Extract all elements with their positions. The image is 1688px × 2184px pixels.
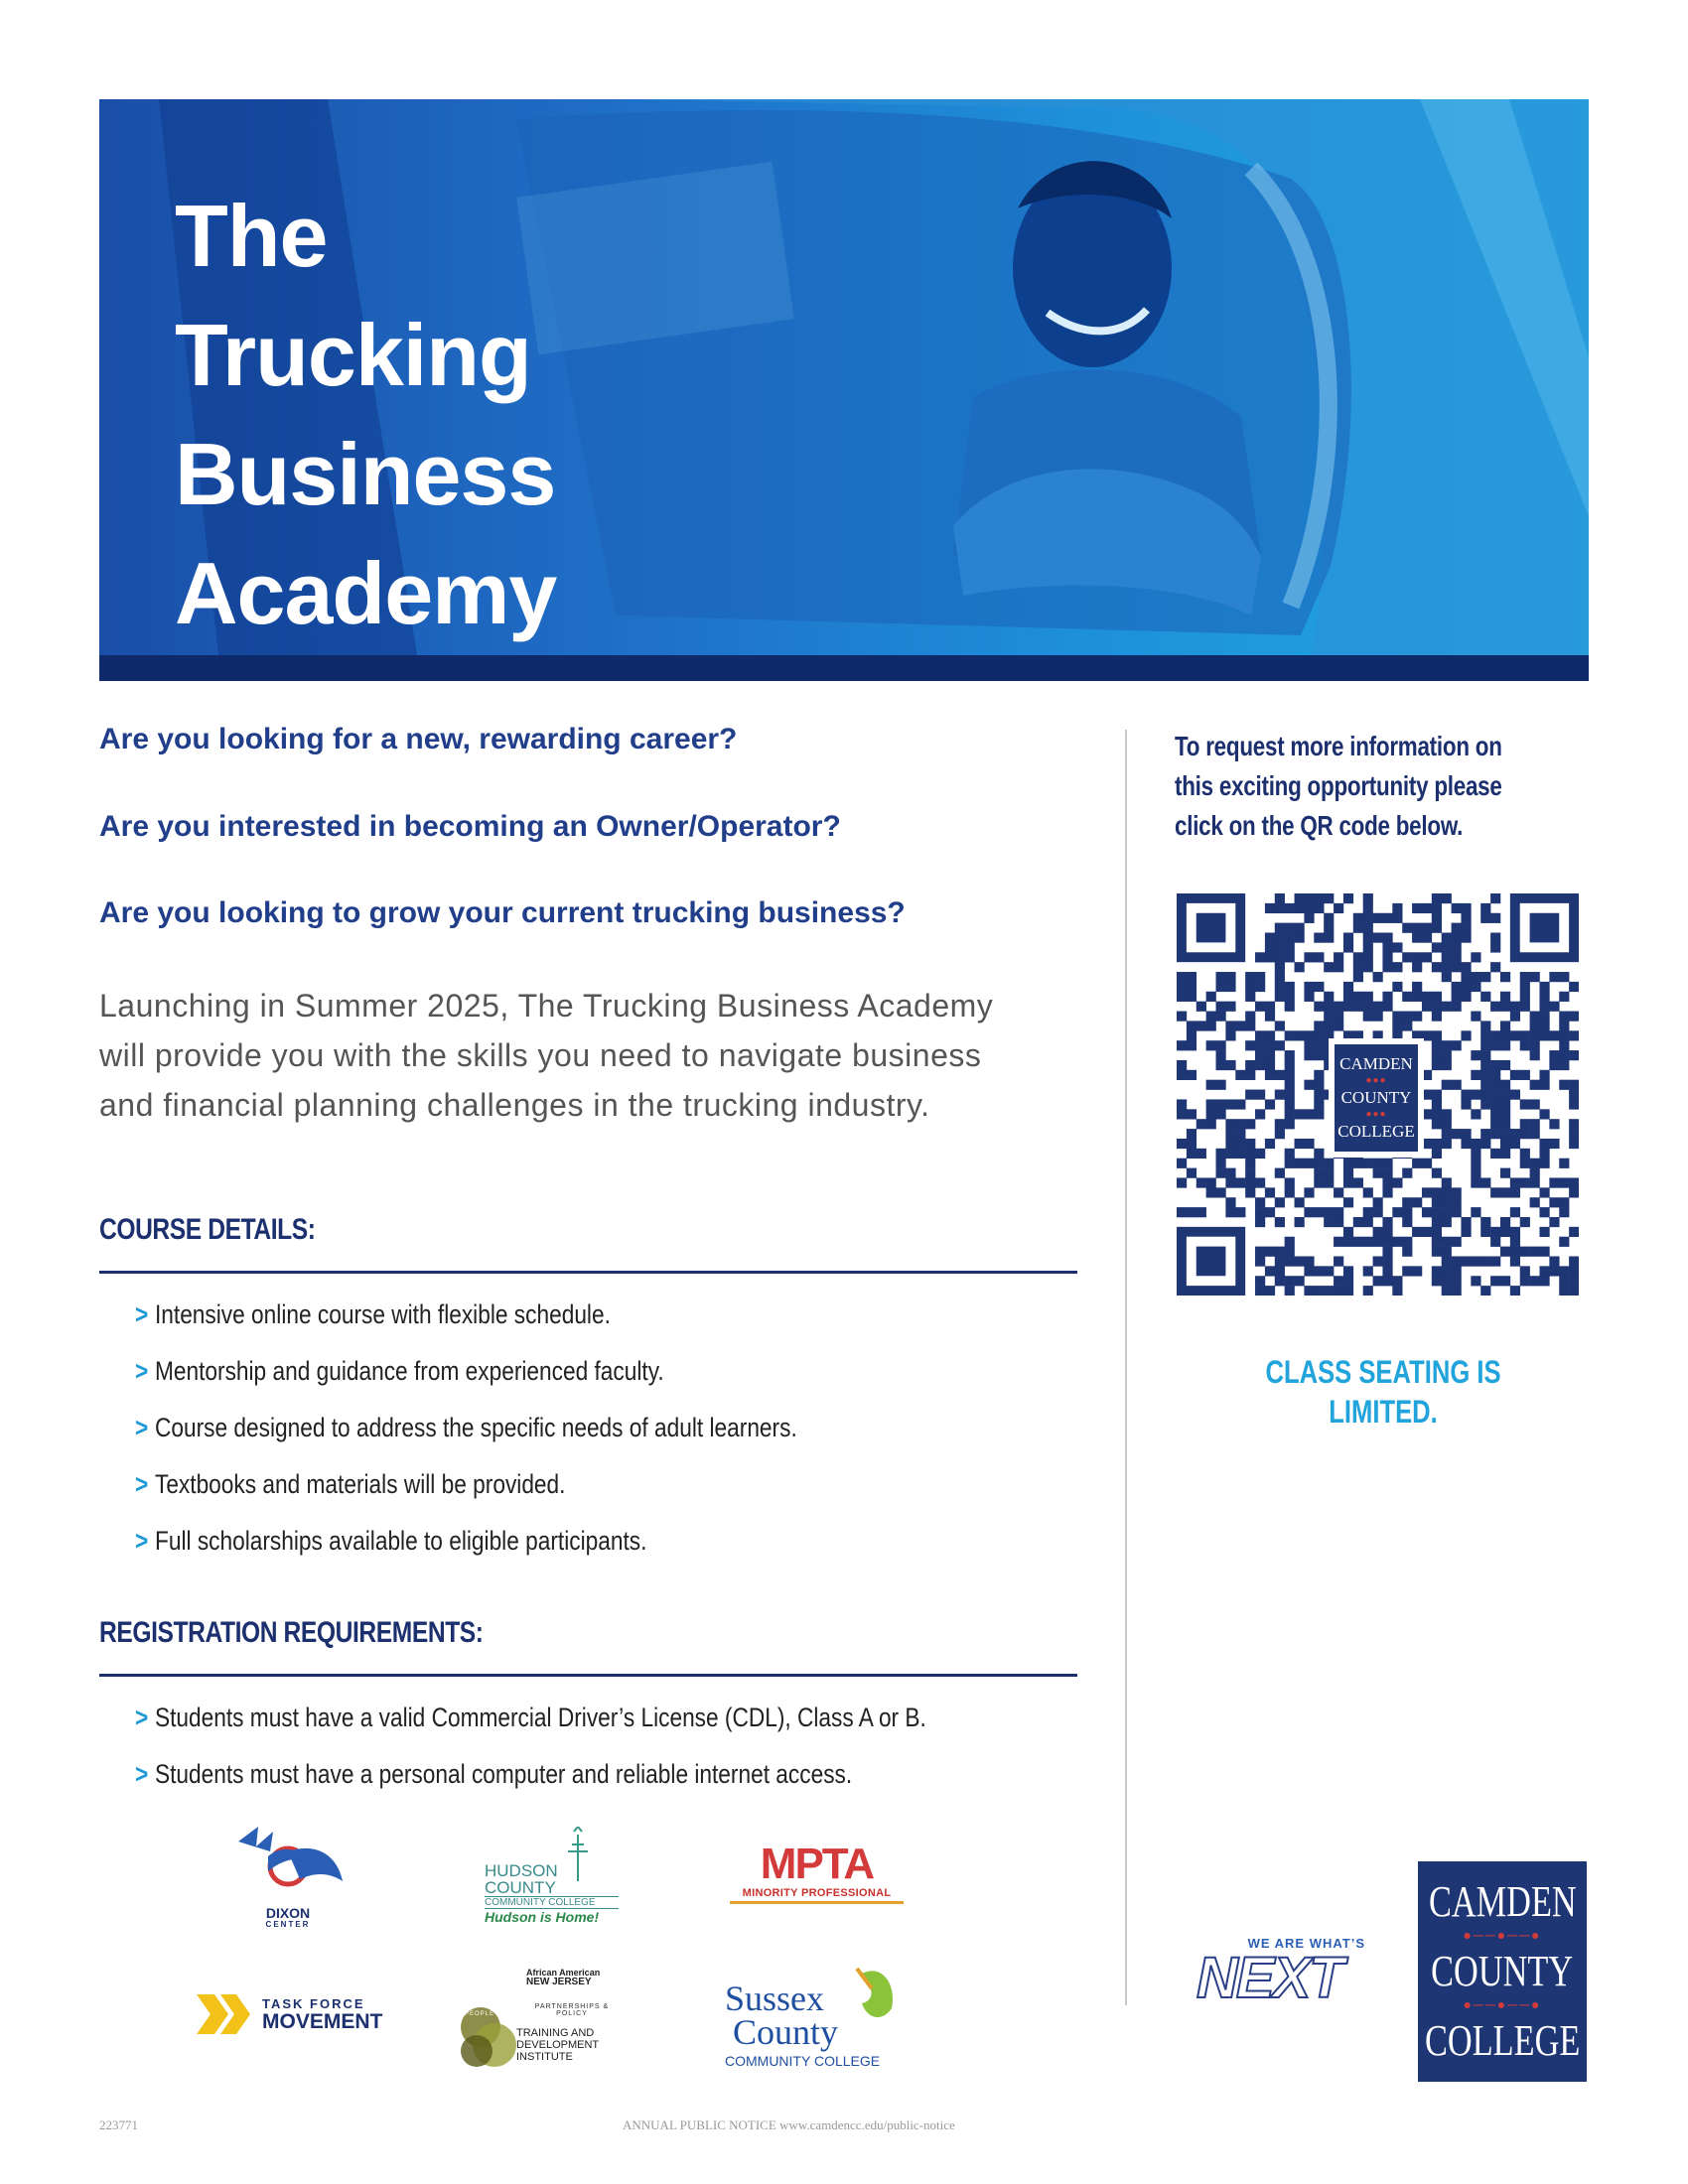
list-item: > Course designed to address the specific needs of adult learners.	[135, 1413, 797, 1442]
eagle-icon	[228, 1822, 348, 1901]
list-item: > Intensive online course with flexible schedule.	[135, 1299, 611, 1329]
list-item: > Mentorship and guidance from experienced faculty.	[135, 1356, 664, 1386]
course-details-heading: COURSE DETAILS:	[99, 1213, 316, 1246]
chevron-right-icon: >	[135, 1703, 149, 1732]
hero-title-line: Business	[175, 425, 556, 523]
hero-title-line: Trucking	[175, 306, 531, 404]
chevron-right-icon: >	[135, 1299, 149, 1329]
list-item: > Textbooks and materials will be provided.	[135, 1469, 566, 1499]
we-are-whats-next-logo: WE ARE WHAT’S NEXT	[1196, 1936, 1365, 2010]
sussex-county-logo: Sussex County COMMUNITY COLLEGE	[725, 1964, 909, 2073]
qr-center-logo: CAMDEN ●●● COUNTY ●●● COLLEGE	[1329, 1038, 1424, 1158]
chevron-right-icon: >	[135, 1356, 149, 1386]
hero-title-line: Academy	[175, 544, 557, 642]
list-item: > Students must have a valid Commercial Driver’s License (CDL), Class A or B.	[135, 1703, 926, 1732]
chevron-right-icon: >	[135, 1413, 149, 1442]
question-owner-operator: Are you interested in becoming an Owner/Operator?	[99, 810, 841, 843]
hero-title-line: The	[175, 187, 328, 285]
seating-limited-notice: CLASS SEATING IS LIMITED.	[1265, 1354, 1501, 1430]
aanj-tdi-logo: African American NEW JERSEY PARTNERSHIPS & POLICY PEOPLE TRAINING AND DEVELOPMENT INSTITUTE	[457, 1968, 626, 2075]
document-code: 223771	[99, 2117, 138, 2132]
public-notice-link[interactable]: ANNUAL PUBLIC NOTICE www.camdencc.edu/public-notice	[623, 2117, 955, 2132]
registration-rule	[99, 1674, 1077, 1677]
chevron-right-icon: >	[135, 1759, 149, 1789]
chevron-right-icon: >	[135, 1469, 149, 1499]
hero-bottom-band	[99, 655, 1589, 681]
registration-list	[135, 1700, 1077, 1813]
list-item: > Students must have a personal computer and reliable internet access.	[135, 1759, 853, 1789]
dixon-center-logo: DIXON CENTER	[228, 1822, 348, 1946]
intro-paragraph: Launching in Summer 2025, The Trucking Business Academy will provide you with the skills you need to navigate business and financial planning challenges in the trucking industry.	[99, 988, 994, 1123]
column-divider	[1125, 730, 1127, 2005]
qr-finder-pattern	[1196, 1247, 1226, 1277]
hero-title	[175, 177, 556, 653]
mpta-logo: MPTA MINORITY PROFESSIONAL	[730, 1842, 904, 1921]
hudson-county-logo: HUDSON COUNTY COMMUNITY COLLEGE Hudson is Home!	[485, 1827, 619, 1946]
double-chevron-icon	[197, 1994, 256, 2034]
task-force-movement-logo: TASK FORCE MOVEMENT	[197, 1990, 370, 2040]
registration-heading: REGISTRATION REQUIREMENTS:	[99, 1616, 484, 1649]
question-grow-business: Are you looking to grow your current trucking business?	[99, 896, 906, 929]
course-details-list	[135, 1297, 923, 1579]
chevron-right-icon: >	[135, 1526, 149, 1556]
qr-finder-pattern	[1196, 913, 1226, 943]
request-info-text: To request more information on this exciting opportunity please click on the QR code below.	[1175, 731, 1502, 841]
qr-finder-pattern	[1530, 913, 1560, 943]
question-career: Are you looking for a new, rewarding career?	[99, 723, 738, 755]
camden-county-college-logo: CAMDEN ●──●──● COUNTY ●──●──● COLLEGE	[1418, 1861, 1587, 2082]
course-details-rule	[99, 1271, 1077, 1274]
list-item: > Full scholarships available to eligible participants.	[135, 1526, 647, 1556]
hero-banner	[99, 99, 1589, 655]
